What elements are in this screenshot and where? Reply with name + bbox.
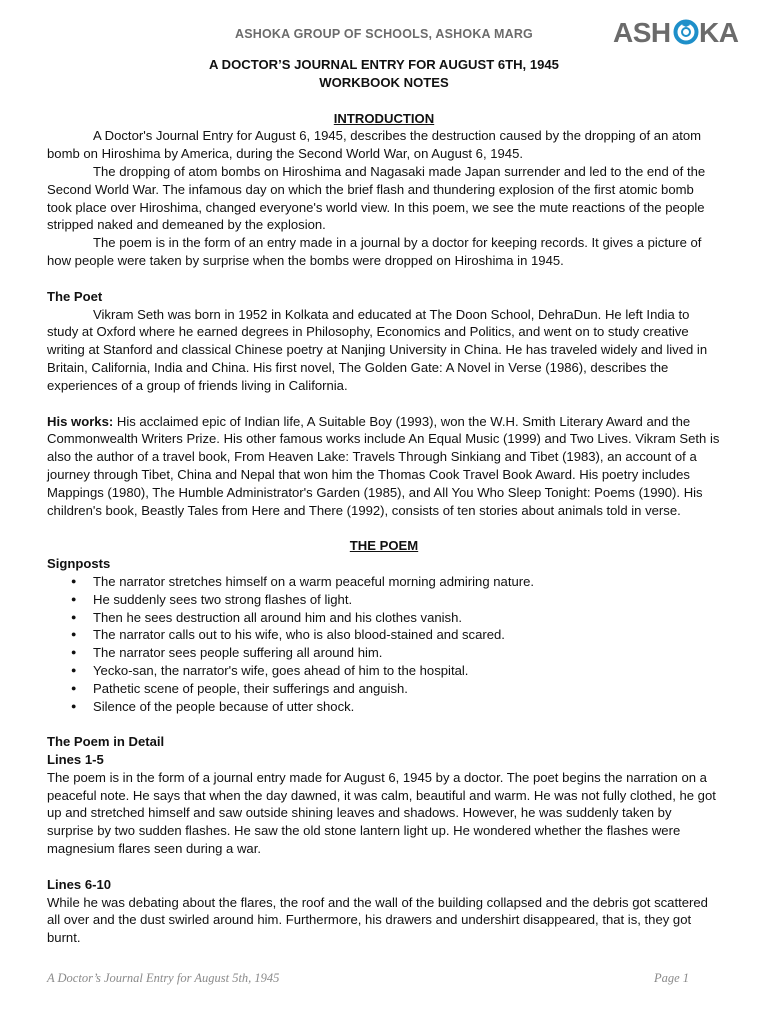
lines-paragraph: While he was debating about the flares, the roof and the wall of the building collapsed and the debris got scattered all over and the dust swirled around him. Furthermore, his drawers and undershirt disappeared, that is, they got burnt. bbox=[47, 894, 708, 946]
poet-paragraph: Vikram Seth was born in 1952 in Kolkata and educated at The Doon School, DehraDun. He left India to study at Oxford where he earned degrees in Philosophy, Economics and Politics, and went on to study creative writing at Stanford and classical Chinese poetry at Nanjing University in China. He has traveled widely and lived in Britain, California, India and China. His first novel, The Golden Gate: A Novel in Verse (1986), describes the experiences of a group of friends living in California. bbox=[47, 306, 708, 393]
introduction-paragraph: The dropping of atom bombs on Hiroshima and Nagasaki made Japan surrender and led to the end of the Second World War. The infamous day on which the brief flash and thundering explosion of the first atomic bomb took place over Hiroshima, changed everyone's world view. In this poem, we see the mute reactions of the people stripped naked and demeaned by the explosion. bbox=[47, 163, 706, 233]
document-subtitle: WORKBOOK NOTES bbox=[319, 74, 449, 90]
document-title: A DOCTOR’S JOURNAL ENTRY FOR AUGUST 6TH, 1945 bbox=[209, 57, 559, 72]
lines-label: Lines 1-5 bbox=[47, 752, 104, 768]
signposts-heading: Signposts bbox=[47, 556, 111, 572]
page-content bbox=[47, 56, 721, 947]
works-text: His acclaimed epic of Indian life, A Suitable Boy (1993), won the W.H. Smith Literary Award and the Commonwealth Writers Prize. His other famous works include An Equal Music (1999) and Two Lives. Vikram Seth is also the author of a travel book, From Heaven Lake: Travels Through Sinkiang and Tibet (1983), an account of a journey through Tibet, China and Nepal that won him the Thomas Cook Travel Book Award. His poetry includes Mappings (1980), The Humble Administrator's Garden (1985), and All You Who Sleep Tonight: Poems (1990). His children's book, Beastly Tales from Here and There (1992), consists of ten stories about animals told in verse. bbox=[47, 413, 720, 518]
signposts-list bbox=[47, 573, 721, 715]
school-name: ASHOKA GROUP OF SCHOOLS, ASHOKA MARG bbox=[235, 27, 533, 41]
lines-label: Lines 6-10 bbox=[47, 876, 112, 892]
works-label: His works: bbox=[47, 413, 114, 429]
signpost-item: ● The narrator sees people suffering all around him. bbox=[47, 644, 721, 662]
signpost-item: ● The narrator stretches himself on a warm peaceful morning admiring nature. bbox=[47, 573, 721, 591]
signpost-item: ● Silence of the people because of utter shock. bbox=[47, 698, 721, 716]
ashoka-logo bbox=[613, 16, 741, 46]
lines-paragraph: The poem is in the form of a journal entry made for August 6, 1945 by a doctor. The poet begins the narration on a peaceful note. He says that when the day dawned, it was calm, beautiful and warm. He was not fully clothed, he got up and stretched himself and saw outside shining leaves and shadows. However, he was suddenly taken by surprise by two sudden flashes. He saw the old stone lantern light up. He wondered whether the flashes were magnesium flares seen during a war. bbox=[47, 769, 716, 857]
poem-heading: THE POEM bbox=[349, 538, 419, 554]
signpost-item: ● Yecko-san, the narrator's wife, goes ahead of him to the hospital. bbox=[47, 662, 721, 680]
poet-heading: The Poet bbox=[47, 288, 103, 304]
svg-text:KA: KA bbox=[699, 17, 739, 46]
signpost-item: ● He suddenly sees two strong flashes of light. bbox=[47, 591, 721, 609]
svg-text:ASH: ASH bbox=[613, 17, 671, 46]
page-number: Page 1 bbox=[653, 971, 689, 985]
footer-title: A Doctor’s Journal Entry for August 5th, 1945 bbox=[47, 971, 280, 985]
works-paragraph bbox=[47, 413, 721, 520]
signpost-item: ● Then he sees destruction all around him and his clothes vanish. bbox=[47, 609, 721, 627]
introduction-paragraph: A Doctor's Journal Entry for August 6, 1945, describes the destruction caused by the dropping of an atom bomb on Hiroshima by America, during the Second World War, on August 6, 1945. bbox=[47, 128, 702, 162]
signpost-item: ● Pathetic scene of people, their sufferings and anguish. bbox=[47, 680, 721, 698]
signpost-item: ● The narrator calls out to his wife, who is also blood-stained and scared. bbox=[47, 626, 721, 644]
logo-o-emblem-icon bbox=[676, 20, 697, 43]
introduction-paragraph: The poem is in the form of an entry made in a journal by a doctor for keeping records. It gives a picture of how people were taken by surprise when the bombs were dropped on Hiroshima in 1945. bbox=[47, 235, 702, 268]
introduction-heading: INTRODUCTION bbox=[333, 110, 435, 126]
poem-detail-heading: The Poem in Detail bbox=[47, 734, 165, 750]
